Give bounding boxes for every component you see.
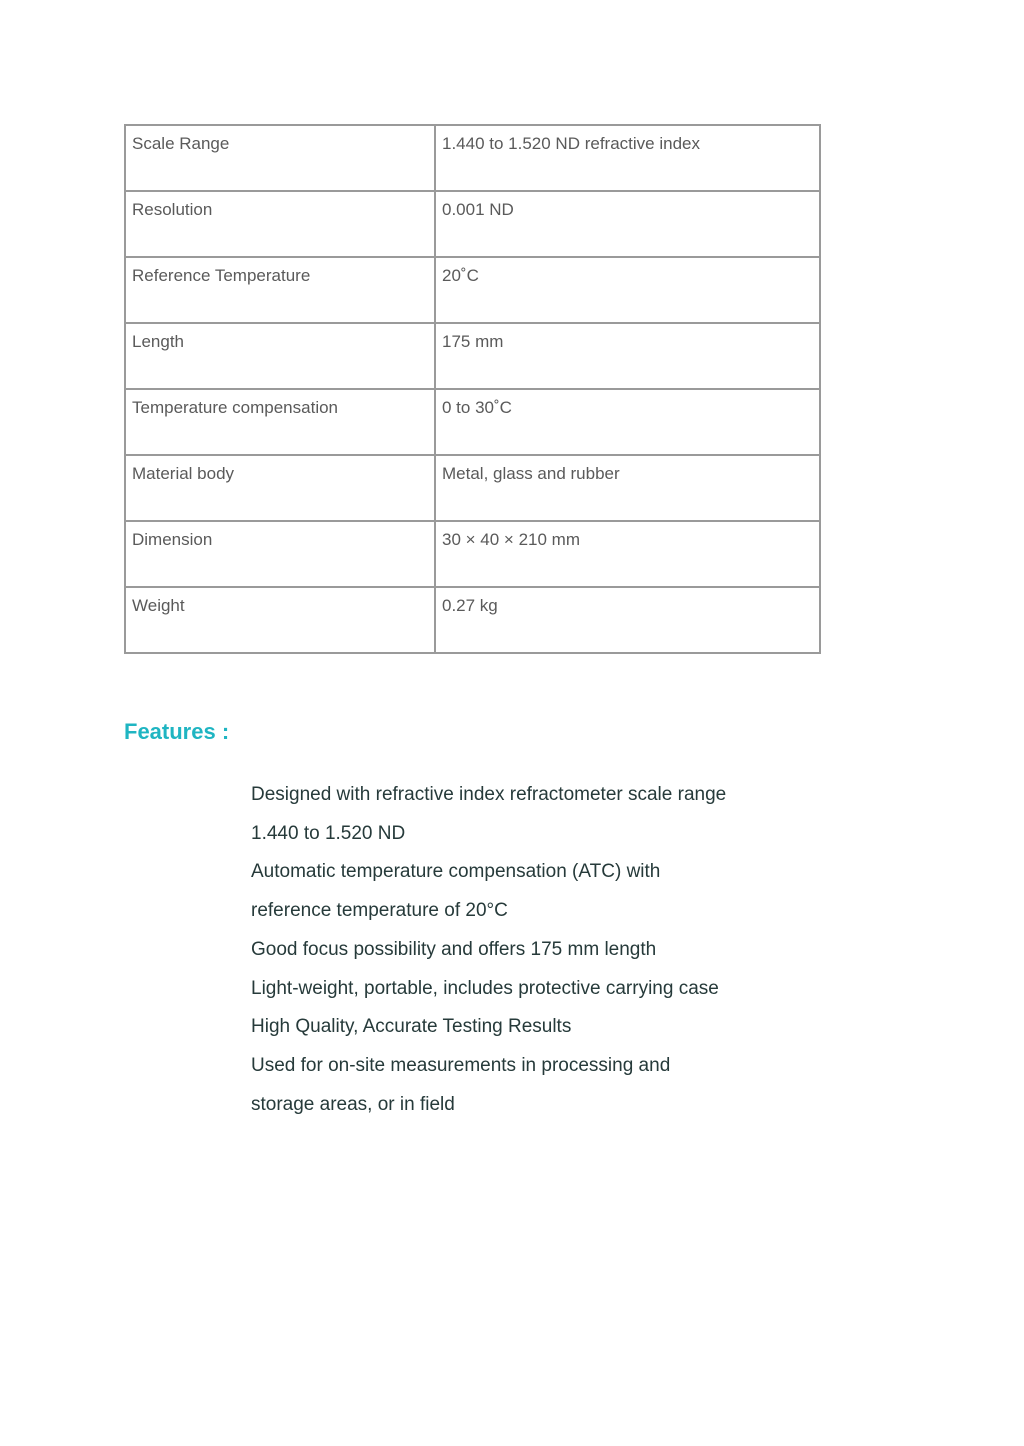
feature-line: 1.440 to 1.520 ND: [251, 822, 406, 844]
spec-label: Dimension: [125, 521, 435, 587]
spec-label: Material body: [125, 455, 435, 521]
table-row: [125, 587, 820, 653]
spec-value: 30 × 40 × 210 mm: [435, 521, 820, 587]
spec-value: Metal, glass and rubber: [435, 455, 820, 521]
feature-line: Automatic temperature compensation (ATC) with: [251, 861, 661, 883]
spec-value: 0 to 30˚C: [435, 389, 820, 455]
spec-value: 20˚C: [435, 257, 820, 323]
table-row: [125, 455, 820, 521]
spec-value: 175 mm: [435, 323, 820, 389]
table-row: [125, 125, 820, 191]
spec-value: 1.440 to 1.520 ND refractive index: [435, 125, 820, 191]
spec-label: Weight: [125, 587, 435, 653]
table-row: [125, 521, 820, 587]
features-list: [251, 776, 811, 1124]
spec-label: Scale Range: [125, 125, 435, 191]
table-row: [125, 257, 820, 323]
spec-table: [124, 124, 821, 654]
spec-label: Resolution: [125, 191, 435, 257]
feature-line: Used for on-site measurements in processing and: [251, 1054, 671, 1076]
feature-line: reference temperature of 20°C: [251, 900, 508, 922]
table-row: [125, 323, 820, 389]
feature-line: storage areas, or in field: [251, 1093, 455, 1115]
feature-line: High Quality, Accurate Testing Results: [251, 1016, 572, 1038]
spec-label: Temperature compensation: [125, 389, 435, 455]
features-heading: Features :: [124, 719, 230, 744]
feature-line: Light-weight, portable, includes protective carrying case: [251, 977, 719, 999]
spec-label: Reference Temperature: [125, 257, 435, 323]
spec-label: Length: [125, 323, 435, 389]
feature-line: Good focus possibility and offers 175 mm length: [251, 938, 657, 960]
table-row: [125, 191, 820, 257]
table-row: [125, 389, 820, 455]
feature-line: Designed with refractive index refractometer scale range: [251, 784, 727, 805]
spec-value: 0.27 kg: [435, 587, 820, 653]
spec-value: 0.001 ND: [435, 191, 820, 257]
